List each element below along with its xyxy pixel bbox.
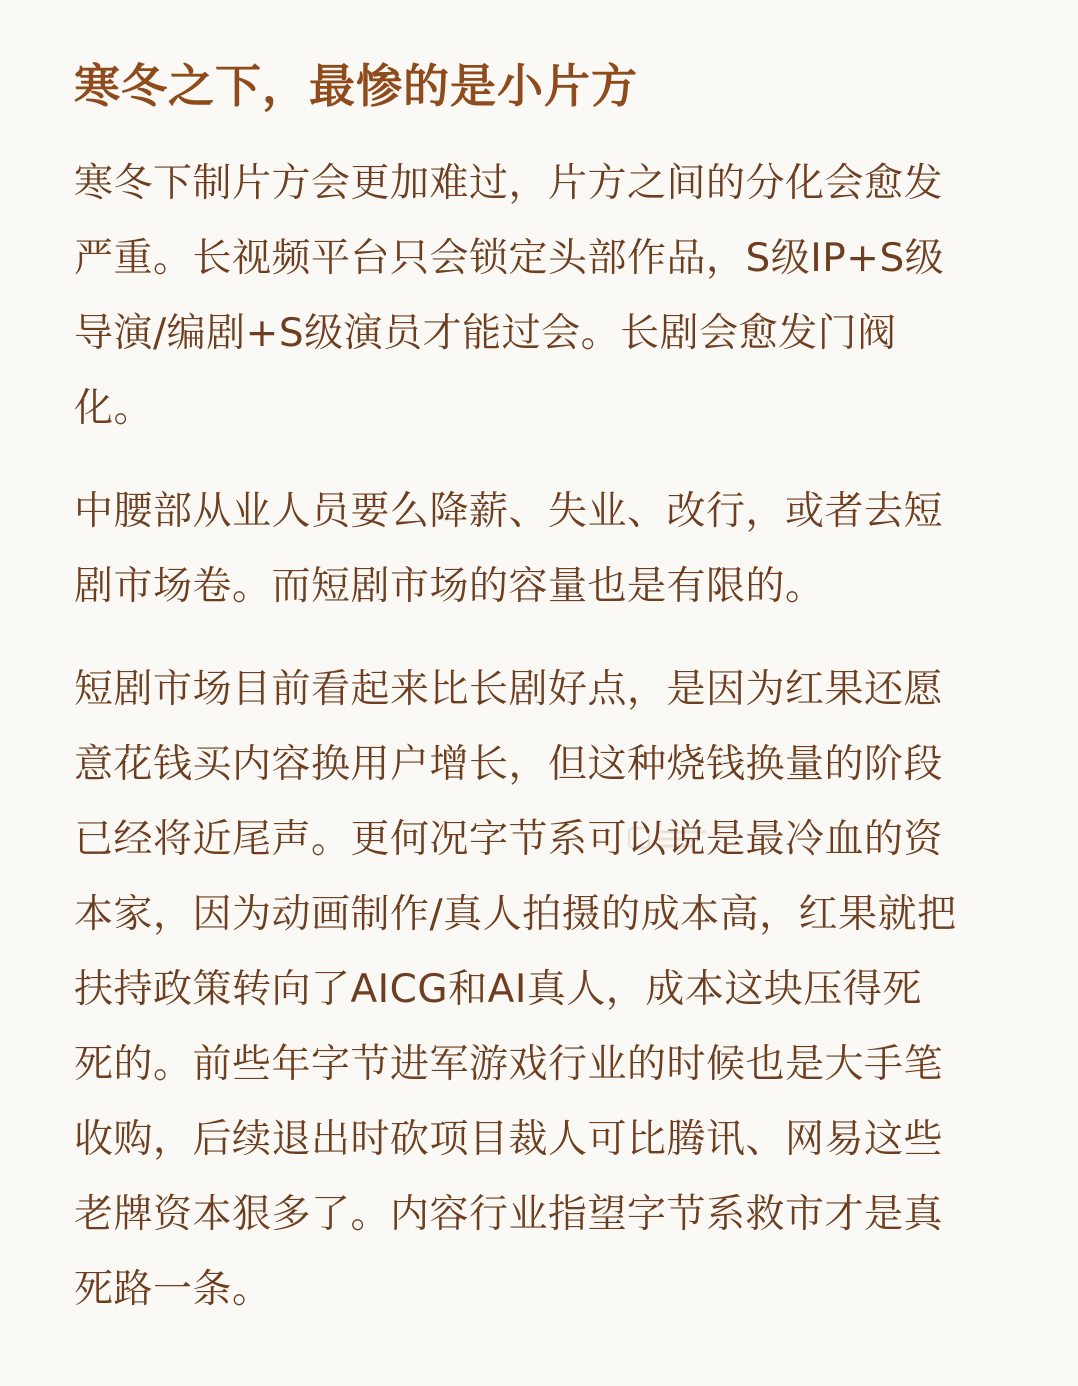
article-body [74, 146, 1002, 1327]
text-line: 死的。前些年字节进军游戏行业的时候也是大手笔 [74, 1042, 944, 1087]
text-line: 导演/编剧+S级演员才能过会。长剧会愈发门阀 [74, 311, 897, 356]
text-line: 短剧市场目前看起来比长剧好点，是因为红果还愿 [74, 667, 944, 712]
text-line: 意花钱买内容换用户增长，但这种烧钱换量的阶段 [74, 742, 944, 787]
paragraph-2 [74, 474, 1002, 624]
article-title: 寒冬之下，最惨的是小片方 [74, 59, 638, 113]
paragraph-1 [74, 146, 1002, 446]
text-line: 剧市场卷。而短剧市场的容量也是有限的。 [74, 564, 825, 609]
text-line: 已经将近尾声。更何况字节系可以说是最冷血的资 [74, 817, 944, 862]
text-line: 扶持政策转向了AICG和AI真人，成本这块压得死 [74, 967, 922, 1012]
text-line: 中腰部从业人员要么降薪、失业、改行，或者去短 [74, 489, 944, 534]
text-line: 死路一条。 [74, 1267, 272, 1312]
text-line: 老牌资本狠多了。内容行业指望字节系救市才是真 [74, 1192, 944, 1237]
text-line: 收购，后续退出时砍项目裁人可比腾讯、网易这些 [74, 1117, 944, 1162]
text-line: 本家，因为动画制作/真人拍摄的成本高，红果就把 [74, 892, 957, 937]
text-line: 寒冬下制片方会更加难过，片方之间的分化会愈发 [74, 161, 944, 206]
text-line: 严重。长视频平台只会锁定头部作品，S级IP+S级 [74, 236, 945, 281]
paragraph-3 [74, 652, 1002, 1327]
text-line: 化。 [74, 386, 154, 431]
